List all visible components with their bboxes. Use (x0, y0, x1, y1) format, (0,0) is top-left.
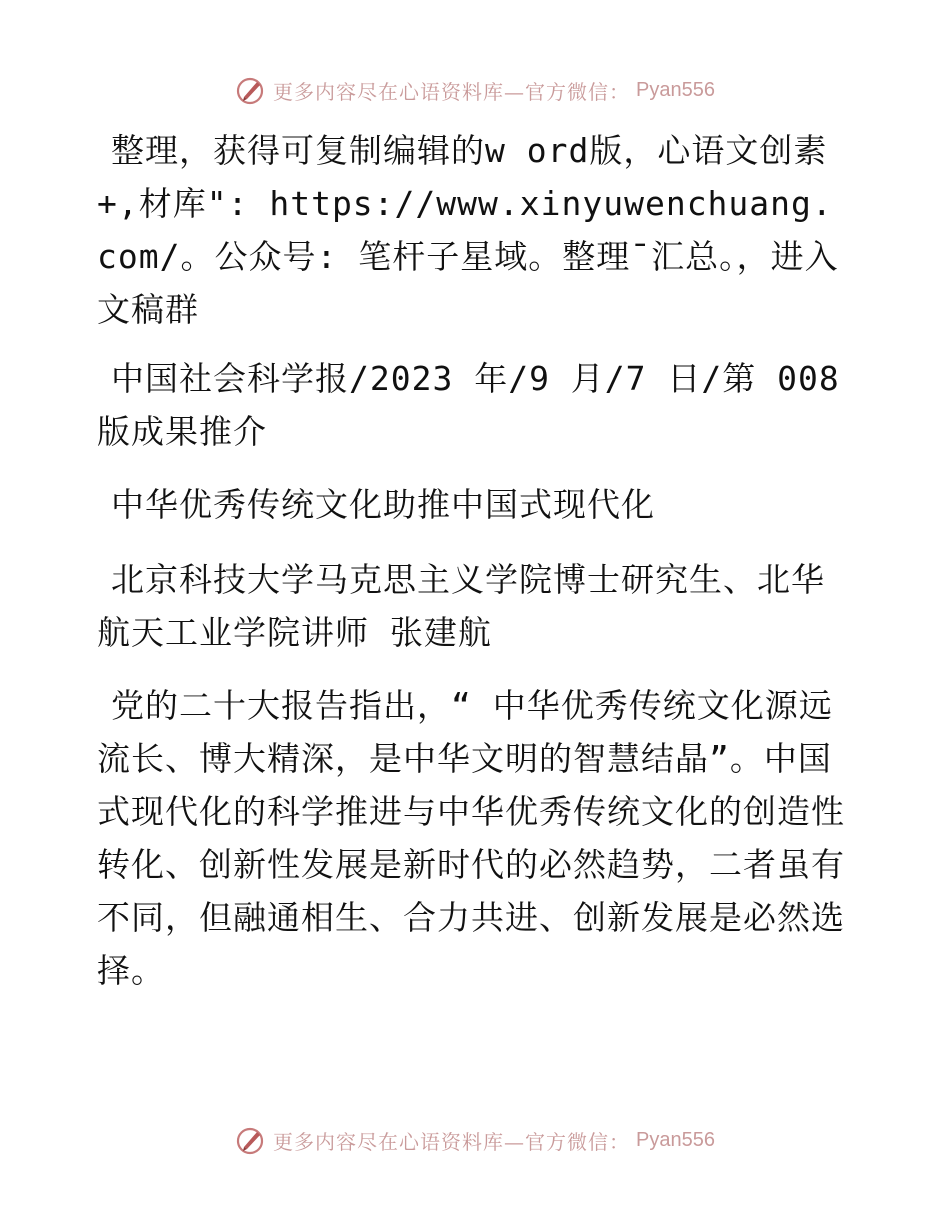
source-line: 中国社会科学报/2023 年/9 月/7 日/第 008 版成果推介 (97, 359, 840, 451)
watermark-text: 更多内容尽在心语资料库—官方微信： (273, 1129, 631, 1154)
watermark-text: 更多内容尽在心语资料库—官方微信： (273, 79, 631, 104)
author-line: 北京科技大学马克思主义学院博士研究生、北华航天工业学院讲师 张建航 (97, 560, 825, 652)
pen-circle-logo-icon (235, 74, 267, 106)
body-paragraph: 党的二十大报告指出，“ 中华优秀传统文化源远流长、博大精深，是中华文明的智慧结晶”。中国式现代化的科学推进与中华优秀传统文化的创造性转化、创新性发展是新时代的必然趋势，二者虽有不同，但融通相生、合力共进、创新发展是必然选择。 (97, 686, 845, 990)
watermark-handle: Pyan556 (636, 78, 715, 101)
pen-circle-logo-icon (235, 1124, 267, 1156)
article-title: 中华优秀传统文化助推中国式现代化 (111, 485, 655, 524)
document-body (97, 124, 849, 1017)
header-watermark (0, 70, 950, 110)
watermark-handle: Pyan556 (636, 1128, 715, 1151)
footer-watermark (0, 1120, 950, 1160)
intro-paragraph: 整理，获得可复制编辑的w ord版，心语文创素+,材库": https://www.xinyuwenchuang.com/。公众号: 笔杆子星域。整理¯汇总。，进入文稿群 (97, 131, 839, 329)
